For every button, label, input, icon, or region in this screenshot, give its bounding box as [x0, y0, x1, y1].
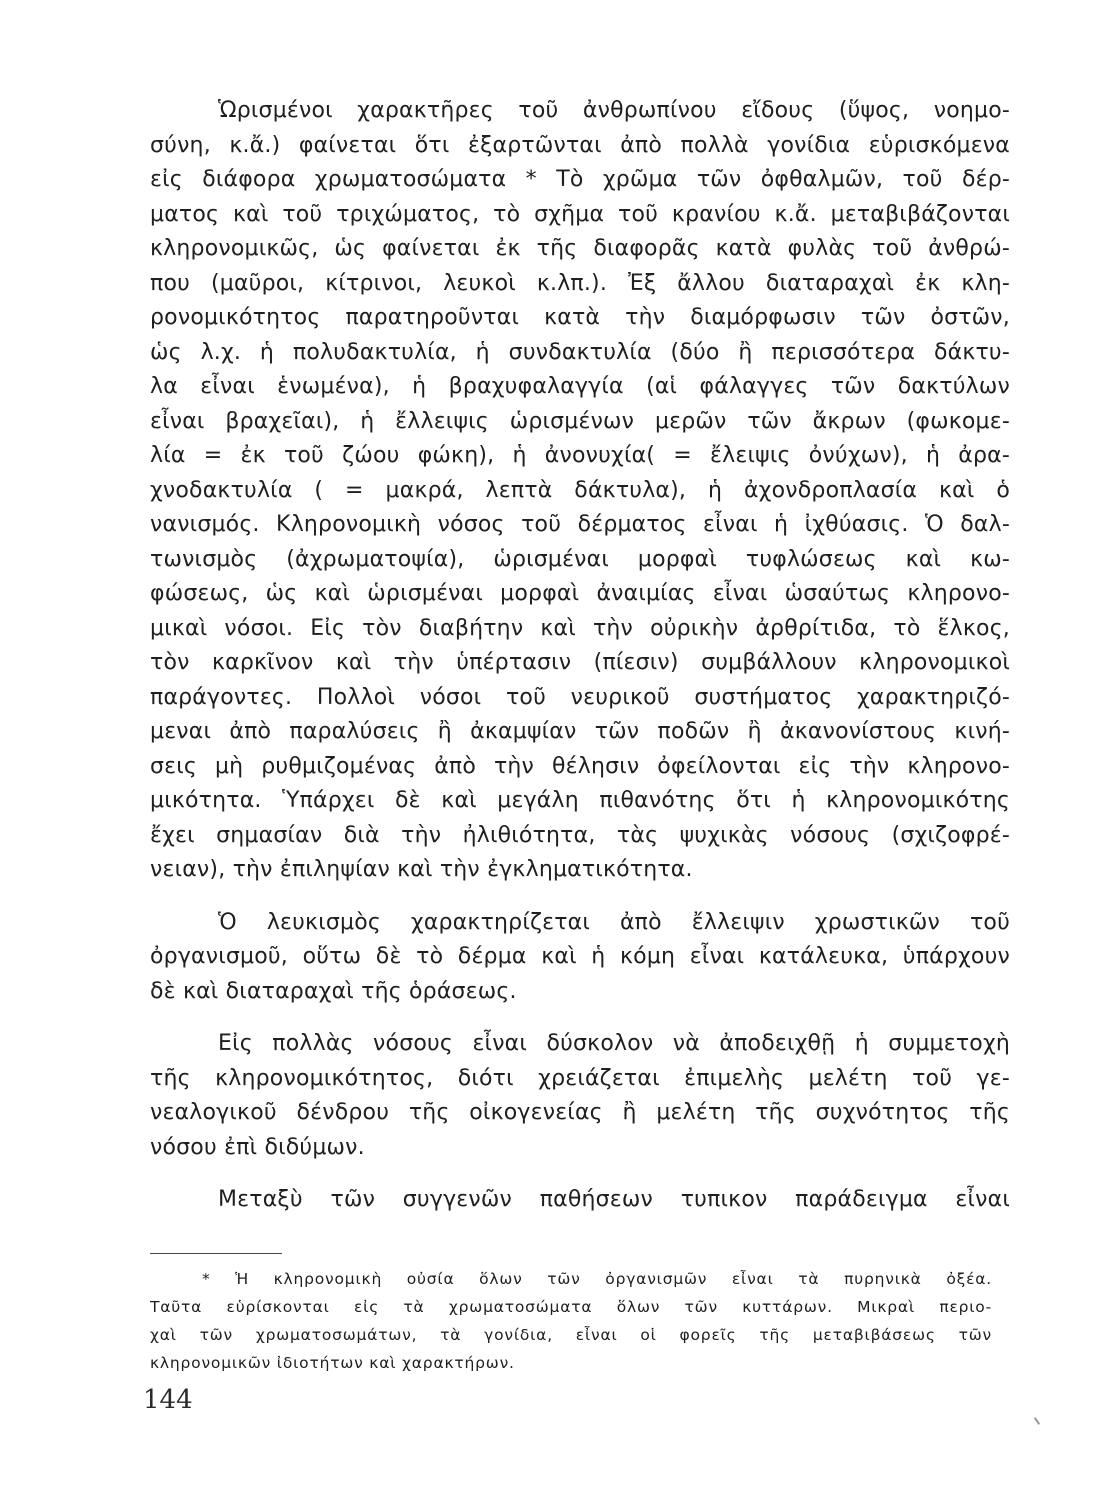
footnote-line: * Ἡ κληρονομικὴ οὐσία ὅλων τῶν ὀργανισμῶν εἶναι τὰ πυρηνικὰ ὀξέα. [202, 1270, 992, 1288]
text-line: λα εἶναι ἑνωμένα), ἡ βραχυφαλαγγία (αἱ φάλαγγες τῶν δακτύλων [150, 374, 1010, 399]
page-number: 144 [143, 1385, 193, 1415]
text-line: νανισμός. Κληρονομικὴ νόσος τοῦ δέρματος εἶναι ἡ ἰχθύασις. Ὁ δαλ- [150, 512, 1010, 537]
footnote-line: χαὶ τῶν χρωματοσωμάτων, τὰ γονίδια, εἶναι οἱ φορεῖς τῆς μεταβιβάσεως τῶν [150, 1326, 992, 1344]
text-line: εἰς διάφορα χρωματοσώματα * Τὸ χρῶμα τῶν ὀφθαλμῶν, τοῦ δέρ- [150, 167, 1010, 192]
body-text [150, 94, 1010, 1218]
text-line: μεναι ἀπὸ παραλύσεις ἢ ἀκαμψίαν τῶν ποδῶν ἢ ἀκανονίστους κινή- [150, 719, 1010, 744]
text-line: Μεταξὺ τῶν συγγενῶν παθήσεων τυπικον παράδειγμα εἶναι [218, 1187, 1010, 1212]
text-line: λία = ἐκ τοῦ ζώου φώκη), ἡ ἀνονυχία( = ἔλειψις ὀνύχων), ἡ ἀρα- [150, 443, 1010, 468]
text-line: δὲ καὶ διαταραχαὶ τῆς ὁράσεως. [150, 978, 517, 1004]
text-line: κληρονομικῶς, ὡς φαίνεται ἐκ τῆς διαφορᾶς κατὰ φυλὰς τοῦ ἀνθρώ- [150, 236, 1010, 261]
text-line: χνοδακτυλία ( = μακρά, λεπτὰ δάκτυλα), ἡ ἀχονδροπλασία καὶ ὁ [150, 477, 1010, 503]
text-line: τωνισμὸς (ἀχρωματοψία), ὡρισμέναι μορφαὶ τυφλώσεως καὶ κω- [150, 546, 1010, 572]
footnote [150, 1265, 992, 1377]
text-line: μικαὶ νόσοι. Εἰς τὸν διαβήτην καὶ τὴν οὐρικὴν ἀρθρίτιδα, τὸ ἕλκος, [150, 615, 1010, 641]
text-line: νειαν), τὴν ἐπιληψίαν καὶ τὴν ἐγκληματικότητα. [150, 857, 693, 882]
text-line: νόσου ἐπὶ διδύμων. [150, 1134, 365, 1160]
text-line: ματος καὶ τοῦ τριχώματος, τὸ σχῆμα τοῦ κρανίου κ.ἄ. μεταβιβάζονται [150, 201, 1010, 227]
text-line: Ὡρισμένοι χαρακτῆρες τοῦ ἀνθρωπίνου εἴδους (ὕψος, νοημο- [218, 98, 1010, 123]
footnote-line: Ταῦτα εὑρίσκονται εἰς τὰ χρωματοσώματα ὅλων τῶν κυττάρων. Μικραὶ περιο- [150, 1298, 992, 1316]
text-line: τὸν καρκῖνον καὶ τὴν ὑπέρτασιν (πίεσιν) συμβάλλουν κληρονομικοὶ [150, 650, 1010, 675]
footnote-line: κληρονομικῶν ἰδιοτήτων καὶ χαρακτήρων. [150, 1354, 515, 1372]
text-line: νεαλογικοῦ δένδρου τῆς οἰκογενείας ἢ μελέτη τῆς συχνότητος τῆς [150, 1100, 1010, 1125]
text-line: ἔχει σημασίαν διὰ τὴν ἠλιθιότητα, τὰς ψυχικὰς νόσους (σχιζοφρέ- [150, 822, 1010, 848]
text-line: που (μαῦροι, κίτρινοι, λευκοὶ κ.λπ.). Ἐξ ἄλλου διαταραχαὶ ἐκ κλη- [150, 270, 1010, 296]
text-line: τῆς κληρονομικότητος, διότι χρειάζεται ἐπιμελὴς μελέτη τοῦ γε- [150, 1065, 1010, 1091]
text-line: εἶναι βραχεῖαι), ἡ ἔλλειψις ὡρισμένων μερῶν τῶν ἄκρων (φωκομε- [150, 408, 1010, 434]
text-line: Ὁ λευκισμὸς χαρακτηρίζεται ἀπὸ ἔλλειψιν χρωστικῶν τοῦ [218, 909, 1010, 935]
text-line: ρονομικότητος παρατηροῦνται κατὰ τὴν διαμόρφωσιν τῶν ὀστῶν, [150, 305, 1010, 330]
text-line: σεις μὴ ρυθμιζομένας ἀπὸ τὴν θέλησιν ὀφείλονται εἰς τὴν κληρονο- [150, 753, 1010, 779]
text-line: μικότητα. Ὑπάρχει δὲ καὶ μεγάλη πιθανότης ὅτι ἡ κληρονομικότης [150, 788, 1010, 813]
text-line: Εἰς πολλὰς νόσους εἶναι δύσκολον νὰ ἀποδειχθῇ ἡ συμμετοχὴ [218, 1031, 1010, 1056]
footnote-divider [150, 1253, 282, 1254]
text-line: σύνη, κ.ἄ.) φαίνεται ὅτι ἐξαρτῶνται ἀπὸ πολλὰ γονίδια εὑρισκόμενα [150, 132, 1010, 158]
text-line: ὀργανισμοῦ, οὕτω δὲ τὸ δέρμα καὶ ἡ κόμη εἶναι κατάλευκα, ὑπάρχουν [150, 944, 1010, 969]
text-line: φώσεως, ὡς καὶ ὡρισμέναι μορφαὶ ἀναιμίας εἶναι ὡσαύτως κληρονο- [150, 581, 1010, 606]
scan-speck [1034, 1417, 1040, 1425]
text-line: ὡς λ.χ. ἡ πολυδακτυλία, ἡ συνδακτυλία (δύο ἢ περισσότερα δάκτυ- [150, 339, 1010, 365]
text-line: παράγοντες. Πολλοὶ νόσοι τοῦ νευρικοῦ συστήματος χαρακτηριζό- [150, 684, 1010, 710]
